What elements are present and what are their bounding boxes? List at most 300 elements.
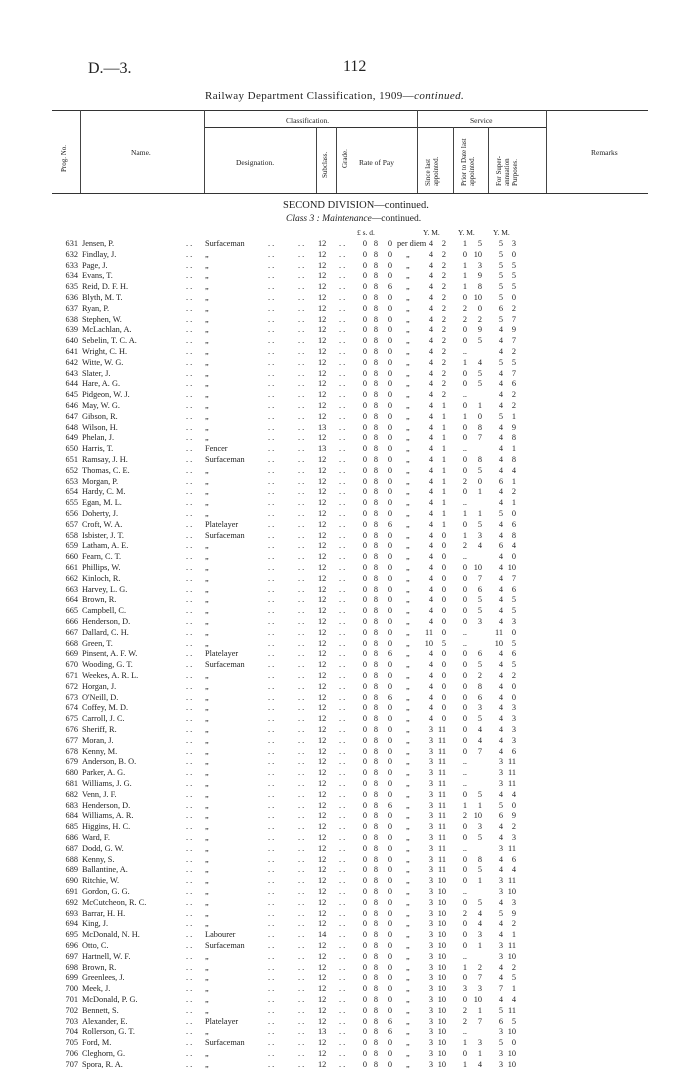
- prog-no-cell: 704: [65, 1027, 78, 1037]
- leader-dots: . .: [339, 660, 346, 670]
- leader-dots: . .: [186, 595, 193, 605]
- rate-unit-cell: „: [406, 498, 410, 508]
- designation-cell: „: [205, 757, 209, 767]
- leader-dots: . .: [298, 627, 305, 637]
- table-row: [0, 822, 700, 833]
- since-last-years-cell: 3: [428, 822, 433, 832]
- prior-years-cell: 0: [462, 401, 467, 410]
- class-name: Maintenance: [322, 214, 372, 224]
- prior-years-cell: 0: [462, 973, 467, 983]
- subclass-cell: 12: [318, 660, 327, 670]
- super-months-cell: 0: [511, 552, 516, 562]
- pounds-cell: 0: [362, 908, 367, 918]
- prior-years-cell: 0: [462, 325, 467, 335]
- prior-years-cell: 1: [462, 282, 467, 292]
- leader-dots: . .: [186, 843, 193, 853]
- shillings-cell: 8: [373, 984, 379, 994]
- subclass-cell: 12: [318, 368, 327, 378]
- leader-dots: . .: [339, 584, 346, 594]
- rate-unit-cell: „: [406, 368, 410, 378]
- table-row: [0, 1060, 700, 1071]
- prior-months-cell: 1: [477, 941, 482, 950]
- since-last-months-cell: 10: [437, 908, 446, 918]
- leader-dots: . .: [298, 876, 305, 886]
- shillings-cell: 8: [373, 919, 379, 929]
- subclass-cell: 14: [318, 930, 327, 940]
- prior-years-cell: ..: [462, 552, 467, 562]
- name-cell: Isbister, J. T.: [82, 530, 124, 540]
- leader-dots: . .: [339, 854, 346, 864]
- rate-unit-cell: „: [406, 401, 410, 410]
- since-last-months-cell: 0: [441, 671, 446, 680]
- super-years-cell: 5: [498, 293, 503, 302]
- pounds-cell: 0: [362, 876, 367, 886]
- prior-years-cell: 0: [462, 833, 467, 842]
- shillings-cell: 8: [373, 995, 379, 1004]
- name-cell: Phelan, J.: [82, 433, 115, 443]
- pounds-cell: 0: [362, 379, 367, 389]
- subclass-cell: 12: [318, 303, 327, 313]
- leader-dots: . .: [298, 498, 305, 508]
- pounds-cell: 0: [362, 465, 367, 475]
- prog-no-cell: 647: [65, 411, 78, 421]
- pence-cell: 0: [387, 595, 393, 605]
- since-last-years-cell: 3: [428, 941, 433, 950]
- super-years-cell: 11: [495, 627, 503, 637]
- name-cell: Moran, J.: [82, 735, 114, 745]
- prog-no-cell: 693: [65, 908, 78, 918]
- subclass-cell: 12: [318, 973, 327, 983]
- leader-dots: . .: [339, 714, 346, 724]
- super-months-cell: 1: [511, 476, 516, 486]
- since-last-months-cell: 0: [441, 627, 446, 637]
- pounds-cell: 0: [362, 390, 367, 400]
- since-last-months-cell: 0: [441, 595, 446, 605]
- header-remarks: Remarks: [591, 148, 618, 157]
- leader-dots: . .: [268, 919, 275, 929]
- pounds-cell: 0: [362, 919, 367, 929]
- since-last-years-cell: 4: [428, 271, 433, 281]
- since-last-months-cell: 10: [437, 1016, 446, 1026]
- prog-no-cell: 654: [65, 487, 78, 497]
- super-years-cell: 4: [498, 390, 503, 400]
- leader-dots: . .: [298, 833, 305, 842]
- pence-cell: 0: [387, 638, 393, 648]
- prior-months-cell: 3: [477, 1038, 482, 1048]
- super-months-cell: 8: [511, 530, 516, 540]
- since-last-months-cell: 0: [441, 573, 446, 583]
- since-last-years-cell: 4: [428, 336, 433, 346]
- prog-no-cell: 674: [65, 703, 78, 713]
- leader-dots: . .: [298, 854, 305, 864]
- leader-dots: . .: [268, 681, 275, 691]
- prog-no-cell: 636: [65, 293, 78, 302]
- since-last-years-cell: 4: [428, 239, 433, 248]
- pounds-cell: 0: [362, 984, 367, 994]
- table-row: [0, 757, 700, 768]
- prior-months-cell: 10: [473, 249, 482, 259]
- super-months-cell: 2: [511, 919, 516, 929]
- super-years-cell: 4: [498, 444, 503, 454]
- designation-cell: „: [205, 563, 209, 572]
- super-months-cell: 10: [507, 1027, 516, 1037]
- shillings-cell: 8: [373, 1027, 379, 1037]
- prog-no-cell: 641: [65, 347, 78, 356]
- table-row: [0, 1017, 700, 1028]
- pence-cell: 0: [387, 260, 393, 270]
- pence-cell: 0: [387, 584, 393, 594]
- designation-cell: „: [205, 422, 209, 432]
- prior-years-cell: 0: [462, 617, 467, 626]
- subclass-cell: 12: [318, 941, 327, 950]
- subclass-cell: 12: [318, 1049, 327, 1058]
- table-row: [0, 498, 700, 509]
- table-row: [0, 671, 700, 682]
- prior-years-cell: 0: [462, 487, 467, 497]
- rate-unit-cell: „: [406, 865, 410, 875]
- pounds-cell: 0: [362, 638, 367, 648]
- prior-years-cell: ..: [462, 779, 467, 788]
- since-last-months-cell: 2: [441, 303, 446, 313]
- pence-cell: 6: [387, 692, 393, 702]
- pounds-cell: 0: [362, 951, 367, 961]
- designation-cell: „: [205, 573, 209, 583]
- prior-years-cell: ..: [462, 951, 467, 961]
- leader-dots: . .: [268, 1059, 275, 1069]
- leader-dots: . .: [339, 509, 346, 518]
- designation-cell: „: [205, 1005, 209, 1015]
- prior-months-cell: 1: [477, 1005, 482, 1015]
- rate-unit-cell: „: [406, 951, 410, 961]
- leader-dots: . .: [268, 498, 275, 508]
- since-last-months-cell: 10: [437, 919, 446, 929]
- since-last-years-cell: 4: [428, 692, 433, 702]
- name-cell: Sebelin, T. C. A.: [82, 336, 137, 346]
- leader-dots: . .: [186, 973, 193, 983]
- title-main: Railway Department Classification, 1909—: [205, 90, 415, 102]
- shillings-cell: 8: [373, 638, 379, 648]
- pounds-cell: 0: [362, 833, 367, 842]
- leader-dots: . .: [298, 239, 305, 248]
- subclass-cell: 12: [318, 768, 327, 778]
- since-last-years-cell: 3: [428, 984, 433, 994]
- pence-cell: 0: [387, 919, 393, 929]
- name-cell: Phillips, W.: [82, 563, 121, 572]
- super-months-cell: 0: [511, 249, 516, 259]
- name-cell: McDonald, N. H.: [82, 930, 140, 940]
- prog-no-cell: 703: [65, 1016, 78, 1026]
- leader-dots: . .: [298, 789, 305, 799]
- since-last-months-cell: 10: [437, 887, 446, 896]
- prog-no-cell: 668: [65, 638, 78, 648]
- pence-cell: 0: [387, 876, 393, 886]
- pounds-cell: 0: [362, 573, 367, 583]
- leader-dots: . .: [268, 271, 275, 281]
- prior-years-cell: 1: [462, 357, 467, 367]
- designation-cell: Surfaceman: [205, 239, 245, 248]
- designation-cell: Fencer: [205, 444, 228, 454]
- since-last-years-cell: 3: [428, 843, 433, 853]
- rate-unit-cell: „: [406, 973, 410, 983]
- super-years-cell: 3: [498, 1027, 503, 1037]
- shillings-cell: 8: [373, 487, 379, 497]
- pounds-cell: 0: [362, 595, 367, 605]
- super-years-cell: 5: [498, 509, 503, 518]
- rate-unit-cell: „: [406, 595, 410, 605]
- leader-dots: . .: [298, 973, 305, 983]
- prior-years-cell: 0: [462, 876, 467, 886]
- prior-months-cell: 2: [477, 962, 482, 972]
- leader-dots: . .: [298, 1005, 305, 1015]
- leader-dots: . .: [339, 282, 346, 292]
- leader-dots: . .: [298, 1038, 305, 1048]
- table-row: [0, 315, 700, 326]
- leader-dots: . .: [186, 865, 193, 875]
- leader-dots: . .: [268, 779, 275, 788]
- leader-dots: . .: [339, 476, 346, 486]
- super-years-cell: 4: [498, 919, 503, 929]
- leader-dots: . .: [268, 293, 275, 302]
- leader-dots: . .: [186, 455, 193, 464]
- leader-dots: . .: [186, 919, 193, 929]
- leader-dots: . .: [339, 411, 346, 421]
- leader-dots: . .: [339, 951, 346, 961]
- shillings-cell: 8: [373, 1016, 379, 1026]
- prior-months-cell: 6: [477, 649, 482, 659]
- leader-dots: . .: [268, 692, 275, 702]
- leader-dots: . .: [268, 627, 275, 637]
- prior-years-cell: 1: [462, 1038, 467, 1048]
- pounds-cell: 0: [362, 563, 367, 572]
- name-cell: Kenny, S.: [82, 854, 115, 864]
- since-last-months-cell: 0: [441, 681, 446, 691]
- prior-years-cell: 0: [462, 433, 467, 443]
- designation-cell: „: [205, 465, 209, 475]
- prior-years-cell: 2: [462, 1016, 467, 1026]
- pounds-cell: 0: [362, 455, 367, 464]
- leader-dots: . .: [339, 293, 346, 302]
- prior-months-cell: 4: [477, 357, 482, 367]
- since-last-months-cell: 11: [438, 800, 446, 810]
- rate-unit-cell: „: [406, 271, 410, 281]
- leader-dots: . .: [186, 487, 193, 497]
- leader-dots: . .: [186, 519, 193, 529]
- name-cell: Barrar, H. H.: [82, 908, 126, 918]
- col-divider: [417, 110, 418, 193]
- table-row: [0, 444, 700, 455]
- since-last-years-cell: 4: [428, 606, 433, 616]
- leader-dots: . .: [298, 390, 305, 400]
- subclass-cell: 12: [318, 271, 327, 281]
- pence-cell: 0: [387, 941, 393, 950]
- pounds-cell: 0: [362, 800, 367, 810]
- table-row: [0, 617, 700, 628]
- prior-years-cell: 2: [462, 314, 467, 324]
- since-last-years-cell: 4: [428, 422, 433, 432]
- since-last-years-cell: 4: [428, 325, 433, 335]
- leader-dots: . .: [298, 800, 305, 810]
- leader-dots: . .: [339, 595, 346, 605]
- rate-unit-cell: „: [406, 962, 410, 972]
- designation-cell: „: [205, 314, 209, 324]
- super-months-cell: 2: [511, 487, 516, 497]
- prog-no-cell: 639: [65, 325, 78, 335]
- subclass-cell: 12: [318, 735, 327, 745]
- leader-dots: . .: [268, 379, 275, 389]
- since-last-months-cell: 1: [441, 476, 446, 486]
- shillings-cell: 8: [373, 800, 379, 810]
- leader-dots: . .: [268, 509, 275, 518]
- leader-dots: . .: [186, 671, 193, 680]
- leader-dots: . .: [268, 368, 275, 378]
- shillings-cell: 8: [373, 876, 379, 886]
- leader-dots: . .: [298, 444, 305, 454]
- name-cell: Parker, A. G.: [82, 768, 126, 778]
- prior-months-cell: 5: [477, 239, 482, 248]
- leader-dots: . .: [298, 822, 305, 832]
- pounds-cell: 0: [362, 822, 367, 832]
- prior-months-cell: 5: [477, 606, 482, 616]
- leader-dots: . .: [186, 271, 193, 281]
- prior-years-cell: 0: [462, 671, 467, 680]
- super-years-cell: 4: [498, 530, 503, 540]
- designation-cell: „: [205, 347, 209, 356]
- leader-dots: . .: [268, 336, 275, 346]
- subclass-cell: 12: [318, 563, 327, 572]
- name-cell: Bennett, S.: [82, 1005, 119, 1015]
- prog-no-cell: 695: [65, 930, 78, 940]
- leader-dots: . .: [186, 703, 193, 713]
- name-cell: Harris, T.: [82, 444, 114, 454]
- pounds-cell: 0: [362, 336, 367, 346]
- shillings-cell: 8: [373, 789, 379, 799]
- shillings-cell: 8: [373, 401, 379, 410]
- pounds-cell: 0: [362, 843, 367, 853]
- shillings-cell: 8: [373, 822, 379, 832]
- name-cell: McLachlan, A.: [82, 325, 132, 335]
- prog-no-cell: 651: [65, 455, 78, 464]
- pence-cell: 0: [387, 509, 393, 518]
- prior-months-cell: 1: [477, 487, 482, 497]
- leader-dots: . .: [339, 1005, 346, 1015]
- subclass-cell: 12: [318, 282, 327, 292]
- super-years-cell: 6: [498, 1016, 503, 1026]
- prior-years-cell: 0: [462, 854, 467, 864]
- subclass-cell: 12: [318, 919, 327, 929]
- pounds-cell: 0: [362, 325, 367, 335]
- prior-years-cell: 2: [462, 476, 467, 486]
- super-months-cell: 0: [511, 1038, 516, 1048]
- super-years-cell: 5: [498, 271, 503, 281]
- leader-dots: . .: [268, 541, 275, 551]
- since-last-years-cell: 4: [428, 293, 433, 302]
- name-cell: Findlay, J.: [82, 249, 117, 259]
- prog-no-cell: 676: [65, 725, 78, 734]
- shillings-cell: 8: [373, 833, 379, 842]
- leader-dots: . .: [186, 617, 193, 626]
- leader-dots: . .: [186, 293, 193, 302]
- table-row: [0, 801, 700, 812]
- leader-dots: . .: [186, 746, 193, 756]
- prior-years-cell: 0: [462, 660, 467, 670]
- super-months-cell: 7: [511, 314, 516, 324]
- since-last-months-cell: 11: [438, 822, 446, 832]
- subclass-cell: 12: [318, 638, 327, 648]
- designation-cell: „: [205, 368, 209, 378]
- leader-dots: . .: [186, 789, 193, 799]
- prior-years-cell: 0: [462, 519, 467, 529]
- rate-unit-cell: „: [406, 509, 410, 518]
- pence-cell: 0: [387, 887, 393, 896]
- subclass-cell: 12: [318, 908, 327, 918]
- subclass-cell: 12: [318, 962, 327, 972]
- prog-no-cell: 686: [65, 833, 78, 842]
- super-months-cell: 3: [511, 714, 516, 724]
- shillings-cell: 8: [373, 368, 379, 378]
- rate-unit-cell: „: [406, 282, 410, 292]
- leader-dots: . .: [186, 401, 193, 410]
- prior-years-cell: 1: [462, 1059, 467, 1069]
- leader-dots: . .: [339, 876, 346, 886]
- name-cell: Croft, W. A.: [82, 519, 123, 529]
- leader-dots: . .: [298, 725, 305, 734]
- leader-dots: . .: [298, 746, 305, 756]
- super-months-cell: 11: [508, 768, 516, 778]
- designation-cell: „: [205, 1049, 209, 1058]
- name-cell: Williams, J. G.: [82, 779, 132, 788]
- shillings-cell: 8: [373, 476, 379, 486]
- shillings-cell: 8: [373, 951, 379, 961]
- leader-dots: . .: [298, 249, 305, 259]
- subclass-cell: 12: [318, 779, 327, 788]
- shillings-cell: 8: [373, 714, 379, 724]
- designation-cell: „: [205, 779, 209, 788]
- name-cell: Weekes, A. R. L.: [82, 671, 139, 680]
- since-last-years-cell: 4: [428, 476, 433, 486]
- rate-unit-cell: „: [406, 908, 410, 918]
- since-last-months-cell: 0: [441, 714, 446, 724]
- leader-dots: . .: [339, 962, 346, 972]
- since-last-years-cell: 3: [428, 854, 433, 864]
- rate-unit-cell: „: [406, 541, 410, 551]
- name-cell: Ford, M.: [82, 1038, 112, 1048]
- rate-unit-cell: „: [406, 984, 410, 994]
- pounds-cell: 0: [362, 487, 367, 497]
- pence-cell: 0: [387, 1038, 393, 1048]
- pence-cell: 6: [387, 519, 393, 529]
- since-last-years-cell: 4: [428, 660, 433, 670]
- super-years-cell: 3: [498, 876, 503, 886]
- super-months-cell: 0: [511, 681, 516, 691]
- pence-cell: 0: [387, 703, 393, 713]
- table-row: [0, 487, 700, 498]
- leader-dots: . .: [268, 303, 275, 313]
- table-row: [0, 628, 700, 639]
- rate-unit-cell: „: [406, 757, 410, 767]
- leader-dots: . .: [339, 336, 346, 346]
- table-row: [0, 401, 700, 412]
- since-last-years-cell: 4: [428, 487, 433, 497]
- prog-no-cell: 634: [65, 271, 78, 281]
- prior-years-cell: 0: [462, 681, 467, 691]
- leader-dots: . .: [298, 649, 305, 659]
- leader-dots: . .: [268, 563, 275, 572]
- section-class: [286, 214, 421, 224]
- leader-dots: . .: [186, 995, 193, 1004]
- leader-dots: . .: [298, 411, 305, 421]
- pounds-cell: 0: [362, 357, 367, 367]
- leader-dots: . .: [339, 789, 346, 799]
